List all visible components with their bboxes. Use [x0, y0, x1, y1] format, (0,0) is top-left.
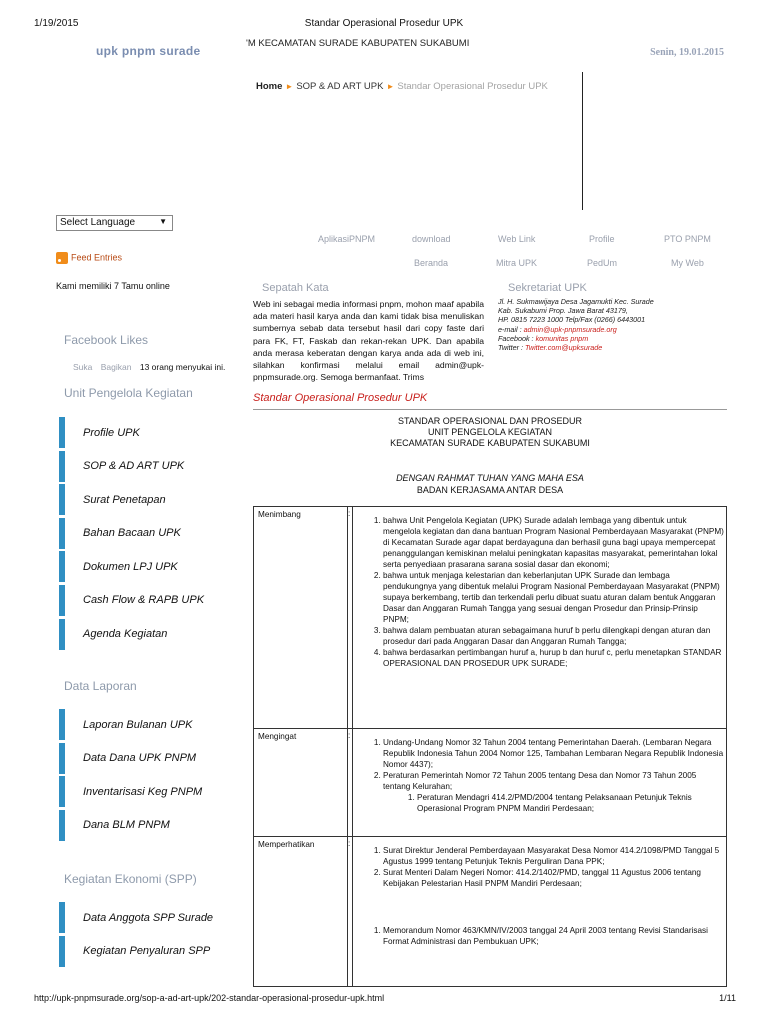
breadcrumb-home[interactable]: Home [256, 81, 283, 92]
list-item: 3. bahwa dalam pembuatan aturan sebagaimana huruf b perlu dilengkapi dengan aturan dan prosedur dari pada Anggaran Dasar dan Anggaran Rumah Tangga; [383, 625, 724, 647]
list-item-text: Peraturan Pemerintah Nomor 72 Tahun 2005 tentang Desa dan Nomor 73 Tahun 2005 tentang Kelurahan; [383, 771, 697, 791]
list-item: 2. bahwa untuk menjaga kelestarian dan keberlanjutan UPK Surade dan lembaga pendukungnya yang dibentuk melalui Program Nasional Pemberdayaan Masyarakat (PNPM) supaya berkembang, tertib dan terkendali perlu dibuat suatu aturan dalam bentuk Anggaran Dasar dan Anggaran Rumah Tangga yang sesuai dengan Prosedur dan Prinsip-Prinsip PNPM; [383, 570, 724, 625]
sop-table [253, 506, 727, 987]
sidebar-item-surat-penetapan[interactable]: Surat Penetapan [59, 484, 219, 515]
list-item: 4. bahwa berdasarkan pertimbangan huruf a, hurup b dan huruf c, perlu menetapkan STANDAR OPERASIONAL DAN PROSEDUR UPK SURADE; [383, 647, 724, 669]
rss-icon [56, 252, 68, 264]
print-page-number: 1/11 [719, 993, 736, 1003]
menimbang-content [353, 507, 727, 729]
header-date: Senin, 19.01.2015 [650, 47, 724, 58]
language-select-value: Select Language [60, 217, 136, 228]
sekretariat-twitter-row [498, 343, 718, 352]
nav-mitra-upk[interactable]: Mitra UPK [496, 258, 538, 268]
colon-cell: : [348, 507, 353, 729]
sidebar-item-anggota-spp[interactable]: Data Anggota SPP Surade [59, 902, 219, 933]
sekretariat-text [498, 297, 718, 352]
twitter-label: Twitter : [498, 343, 526, 353]
upk-menu [59, 417, 219, 652]
sekretariat-phone: HP. 0815 7223 1000 Telp/Fax (0266) 6443001 [498, 315, 646, 325]
sidebar-item-inventarisasi[interactable]: Inventarisasi Keg PNPM [59, 776, 219, 807]
article-title[interactable]: Standar Operasional Prosedur UPK [253, 392, 428, 404]
email-link[interactable]: admin@upk-pnpmsurade.org [523, 324, 617, 334]
list-item: 2. Surat Menteri Dalam Negeri Nomor: 414.2/1402/PMD, tanggal 11 Agustus 2006 tentang Kebijakan Pelestarian Hasil PNPM Mandiri Perdesaan; [383, 867, 724, 889]
sekretariat-facebook-row [498, 334, 718, 343]
site-name[interactable]: upk pnpm surade [96, 44, 201, 58]
nav-pedum[interactable]: PedUm [587, 258, 618, 268]
print-title: Standar Operasional Prosedur UPK [304, 18, 464, 29]
facebook-label: Facebook : [498, 333, 536, 343]
nav-profile[interactable]: Profile [589, 234, 615, 244]
sidebar-item-sop-ad-art[interactable]: SOP & AD ART UPK [59, 451, 219, 482]
breadcrumb-current: Standar Operasional Prosedur UPK [397, 81, 548, 92]
sekretariat-email-row [498, 325, 718, 334]
table-row [254, 837, 727, 987]
top-navigation [292, 234, 732, 282]
laporan-menu [59, 709, 219, 843]
sidebar-item-cash-flow[interactable]: Cash Flow & RAPB UPK [59, 585, 219, 616]
mengingat-content [353, 729, 727, 837]
breadcrumb [256, 81, 548, 92]
sidebar-item-laporan-bulanan[interactable]: Laporan Bulanan UPK [59, 709, 219, 740]
nav-web-link[interactable]: Web Link [498, 234, 536, 244]
nav-beranda[interactable]: Beranda [414, 258, 449, 268]
colon-cell: : [348, 729, 353, 837]
language-select[interactable] [56, 215, 173, 231]
memperhatikan-content [353, 837, 727, 987]
doc-heading-5: BADAN KERJASAMA ANTAR DESA [416, 485, 564, 495]
facebook-share-button[interactable]: Bagikan [100, 362, 132, 372]
table-row [254, 729, 727, 837]
menimbang-label: Menimbang [254, 507, 348, 729]
email-label: e-mail : [498, 324, 524, 334]
breadcrumb-sop[interactable]: SOP & AD ART UPK [296, 81, 384, 92]
facebook-like-button[interactable]: Suka [73, 362, 93, 372]
memperhatikan-label: Memperhatikan [254, 837, 348, 987]
article-divider [253, 409, 727, 410]
sidebar-item-agenda[interactable]: Agenda Kegiatan [59, 619, 219, 650]
upk-heading: Unit Pengelola Kegiatan [64, 386, 193, 400]
list-item [383, 770, 724, 814]
spp-heading: Kegiatan Ekonomi (SPP) [64, 872, 197, 886]
feed-entries-label: Feed Entries [71, 252, 123, 263]
sidebar-item-bahan-bacaan[interactable]: Bahan Bacaan UPK [59, 518, 219, 549]
list-item: 1. bahwa Unit Pengelola Kegiatan (UPK) Surade adalah lembaga yang dibentuk untuk mengelola kegiatan dan dana bantuan Program Nasional Pemberdayaan Masyarakat (PNPM) di Kecamatan Surade agar dapat berdayaguna dan berhasil guna bagi upaya mempercepat penanggulangan kemiskinan melalui peningkatan kapasitas masyarakat, pemerintahan lokal serta penyediaan prasarana sarana sosial dasar dan ekonomi; [383, 515, 724, 570]
doc-heading-2: UNIT PENGELOLA KEGIATAN [427, 427, 553, 437]
laporan-heading: Data Laporan [64, 679, 137, 693]
colon-cell: : [348, 837, 353, 987]
header-divider [582, 72, 583, 210]
list-item: 1. Peraturan Mendagri 414.2/PMD/2004 tentang Pelaksanaan Petunjuk Teknis Operasional Program PNPM Mandiri Perdesaan; [417, 792, 724, 814]
sidebar-item-dana-blm[interactable]: Dana BLM PNPM [59, 810, 219, 841]
doc-heading-3: KECAMATAN SURADE KABUPATEN SUKABUMI [390, 438, 590, 448]
sidebar-item-dokumen-lpj[interactable]: Dokumen LPJ UPK [59, 551, 219, 582]
nav-my-web[interactable]: My Web [671, 258, 704, 268]
chevron-down-icon: ▼ [159, 217, 167, 226]
nav-pto-pnpm[interactable]: PTO PNPM [664, 234, 711, 244]
list-item: 1. Surat Direktur Jenderal Pemberdayaan Masyarakat Desa Nomor 414.2/1098/PMD Tanggal 5 Agustus 1999 tentang Petunjuk Teknis Perguliran Dana PPK; [383, 845, 724, 867]
sekretariat-city: Kab. Sukabumi Prop. Jawa Barat 43179, [498, 306, 628, 316]
sekretariat-address: Jl. H. Sukmawijaya Desa Jagamukti Kec. Surade [498, 297, 654, 306]
twitter-link[interactable]: Twitter.com@upksurade [525, 343, 603, 353]
nav-download[interactable]: download [412, 234, 451, 244]
print-url[interactable]: http://upk-pnpmsurade.org/sop-a-ad-art-upk/202-standar-operasional-prosedur-upk.html [34, 993, 385, 1003]
sidebar-item-penyaluran-spp[interactable]: Kegiatan Penyaluran SPP [59, 936, 219, 967]
list-item: 1. Undang-Undang Nomor 32 Tahun 2004 tentang Pemerintahan Daerah. (Lembaran Negara Republik Indonesia Tahun 2004 Nomor 125, Tambahan Lembaran Negara Republik Indonesia Nomor 4437); [383, 737, 724, 770]
facebook-link[interactable]: komunitas pnpm [535, 333, 589, 343]
spp-menu [59, 902, 219, 969]
table-row [254, 507, 727, 729]
doc-heading-4: DENGAN RAHMAT TUHAN YANG MAHA ESA [396, 473, 584, 483]
marquee-text: 'M KECAMATAN SURADE KABUPATEN SUKABUMI [246, 38, 470, 49]
sekretariat-heading: Sekretariat UPK [508, 282, 587, 294]
sepatah-kata-heading: Sepatah Kata [262, 282, 329, 294]
top-nav-row [292, 234, 732, 258]
breadcrumb-arrow-icon: ► [386, 82, 395, 91]
nav-aplikasi-pnpm[interactable]: AplikasiPNPM [318, 234, 376, 244]
sidebar-item-profile-upk[interactable]: Profile UPK [59, 417, 219, 448]
sidebar-item-data-dana[interactable]: Data Dana UPK PNPM [59, 743, 219, 774]
print-date: 1/19/2015 [34, 18, 79, 29]
online-visitors: Kami memiliki 7 Tamu online [56, 281, 170, 291]
facebook-heading: Facebook Likes [64, 333, 149, 347]
facebook-like-count: 13 orang menyukai ini. [139, 362, 226, 372]
feed-entries-link[interactable] [56, 252, 122, 264]
sepatah-kata-text: Web ini sebagai media informasi pnpm, mohon maaf apabila ada materi hasil karya anda dan kami tidak bisa menuliskan sumbernya sebab data tersebut hasil dari copy faste dari para FK, FT, Faskab dan rekan-rekan UPK. Dan apabila anda merasa keberatan dengan karya anda ada di web ini, silahkan konfirmasi melalui email admin@upk-pnpmsurade.org. Semoga bermanfaat. Trims [253, 299, 484, 383]
mengingat-label: Mengingat [254, 729, 348, 837]
facebook-like-row [73, 362, 225, 372]
list-item: 1. Memorandum Nomor 463/KMN/IV/2003 tanggal 24 April 2003 tentang Revisi Standarisasi Format Administrasi dan Pembukuan UPK; [383, 925, 724, 947]
doc-heading-1: STANDAR OPERASIONAL DAN PROSEDUR [397, 416, 583, 426]
breadcrumb-arrow-icon: ► [285, 82, 294, 91]
top-nav-row [292, 258, 732, 282]
